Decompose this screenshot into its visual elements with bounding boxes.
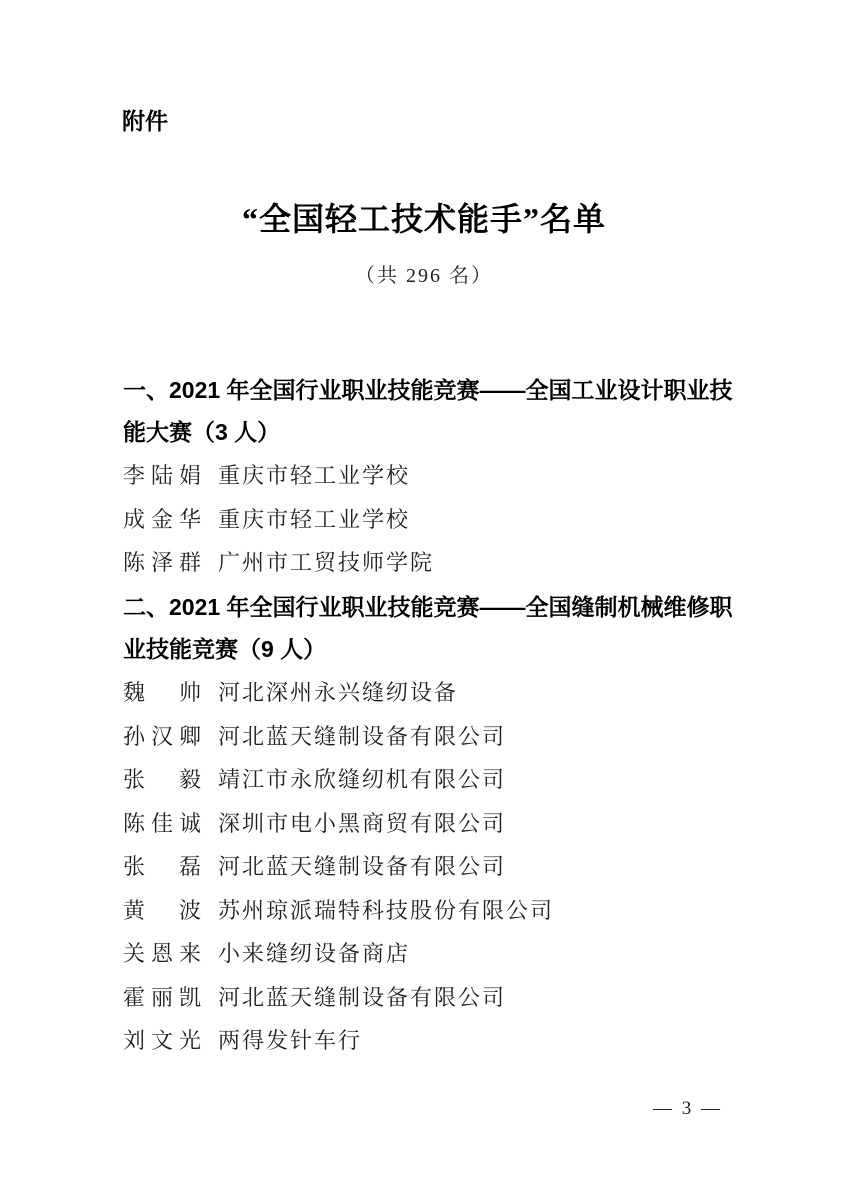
person-org: 广州市工贸技师学院 xyxy=(218,550,435,575)
section-one-name-list xyxy=(123,454,725,585)
person-name: 孙汉卿 xyxy=(123,723,201,749)
list-item xyxy=(123,802,725,846)
list-item xyxy=(123,715,725,759)
person-name: 黄 波 xyxy=(123,897,201,923)
page-number: — 3 — xyxy=(653,1098,720,1119)
person-org: 重庆市轻工业学校 xyxy=(218,506,411,532)
section-one-heading xyxy=(123,369,733,453)
person-name: 陈泽群 xyxy=(123,550,201,575)
person-org: 河北蓝天缝制设备有限公司 xyxy=(218,723,507,749)
person-name: 张 毅 xyxy=(123,767,201,792)
section-one-heading-line-2: 能大赛（3 人） xyxy=(123,419,281,445)
person-org: 小来缝纫设备商店 xyxy=(218,941,411,966)
person-org: 苏州琼派瑞特科技股份有限公司 xyxy=(218,897,555,923)
person-org: 河北蓝天缝制设备有限公司 xyxy=(218,854,507,879)
person-org: 靖江市永欣缝纫机有限公司 xyxy=(218,767,507,792)
list-item xyxy=(123,758,725,802)
section-two-heading-line-2: 业技能竞赛（9 人） xyxy=(123,636,327,662)
section-one-heading-line-1: 一、2021 年全国行业职业技能竞赛——全国工业设计职业技 xyxy=(123,377,733,403)
person-name: 魏 帅 xyxy=(123,680,201,705)
list-item xyxy=(123,541,725,585)
person-org: 河北蓝天缝制设备有限公司 xyxy=(218,984,507,1010)
person-name: 成金华 xyxy=(123,506,201,532)
person-name: 张 磊 xyxy=(123,854,201,879)
person-name: 刘文光 xyxy=(123,1028,201,1053)
person-name: 关恩来 xyxy=(123,941,201,966)
count-subtitle: （共 296 名） xyxy=(355,265,493,287)
document-title: “全国轻工技术能手”名单 xyxy=(241,201,606,237)
section-two-heading xyxy=(123,586,733,670)
list-item xyxy=(123,454,725,498)
list-item xyxy=(123,1019,725,1063)
list-item xyxy=(123,889,725,933)
list-item xyxy=(123,671,725,715)
person-org: 深圳市电小黑商贸有限公司 xyxy=(218,810,507,836)
person-name: 李陆娟 xyxy=(123,463,201,488)
attachment-label: 附件 xyxy=(122,108,168,134)
person-org: 河北深州永兴缝纫设备 xyxy=(218,680,459,705)
list-item xyxy=(123,932,725,976)
list-item xyxy=(123,976,725,1020)
person-org: 两得发针车行 xyxy=(218,1028,363,1053)
list-item xyxy=(123,845,725,889)
person-name: 陈佳诚 xyxy=(123,810,201,836)
person-org: 重庆市轻工业学校 xyxy=(218,463,411,488)
section-two-heading-line-1: 二、2021 年全国行业职业技能竞赛——全国缝制机械维修职 xyxy=(123,594,733,620)
section-two-name-list xyxy=(123,671,725,1063)
person-name: 霍丽凯 xyxy=(123,984,201,1010)
list-item xyxy=(123,498,725,542)
